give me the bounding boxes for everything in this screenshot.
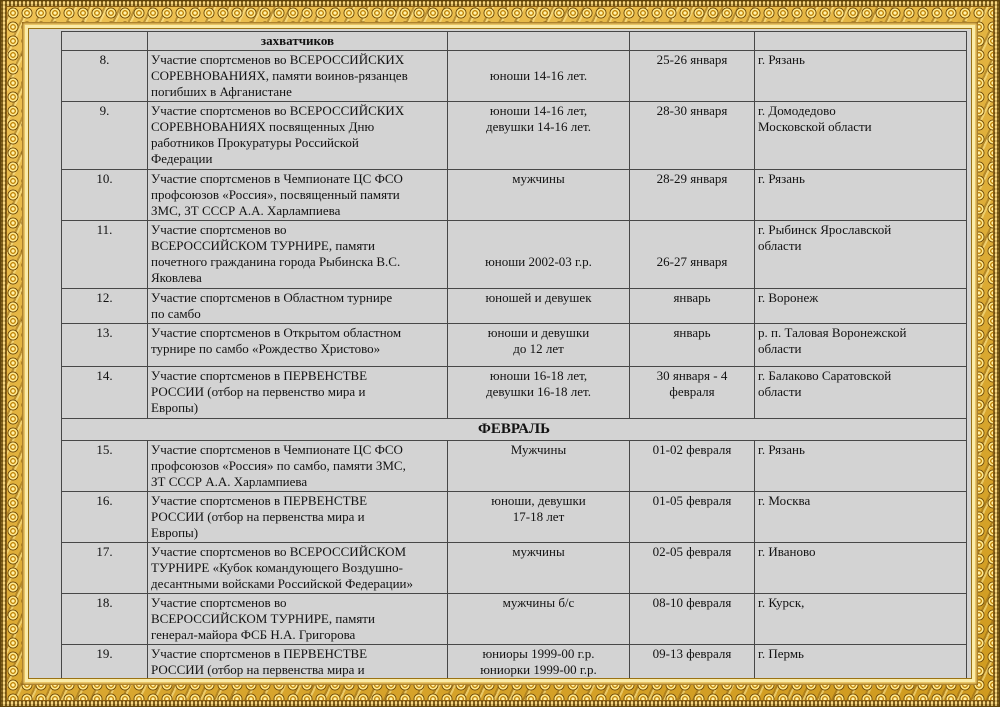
event-cell-line: Участие спортсменов в ПЕРВЕНСТВЕ xyxy=(151,646,368,661)
participants-cell-line: юниорки 1999-00 г.р. xyxy=(480,662,597,677)
event-cell xyxy=(148,492,448,543)
row-number-cell: 19. xyxy=(62,645,148,680)
dates-cell xyxy=(630,543,755,594)
row-number-cell: 15. xyxy=(62,441,148,492)
dates-cell xyxy=(630,324,755,367)
participants-cell-line: юноши 16-18 лет, xyxy=(489,368,588,383)
row-number-cell: 18. xyxy=(62,594,148,645)
dates-cell-line: 01-05 февраля xyxy=(652,493,732,508)
dates-cell-line: 08-10 февраля xyxy=(652,595,732,610)
participants-cell-line: юноши 2002-03 г.р. xyxy=(485,254,592,269)
dates-cell xyxy=(630,289,755,324)
participants-cell xyxy=(448,102,630,170)
location-cell-line: г. Рязань xyxy=(758,442,805,457)
event-cell-line: Европы) xyxy=(151,400,199,415)
participants-cell-line: до 12 лет xyxy=(513,341,564,356)
participants-cell-line: девушки 14-16 лет. xyxy=(486,119,591,134)
location-cell xyxy=(755,102,967,170)
empty-cell xyxy=(62,32,148,51)
participants-cell-line: юниоры 1999-00 г.р. xyxy=(482,646,595,661)
event-cell-line: Участие спортсменов во xyxy=(151,222,287,237)
event-cell xyxy=(148,51,448,102)
location-cell xyxy=(755,594,967,645)
location-cell-line: г. Домодедово xyxy=(758,103,836,118)
row-number-cell: 8. xyxy=(62,51,148,102)
location-cell-line: г. Пермь xyxy=(758,646,804,661)
event-cell xyxy=(148,170,448,221)
dates-cell xyxy=(630,367,755,419)
event-cell-line: ТУРНИРЕ «Кубок командующего Воздушно- xyxy=(151,560,403,575)
location-cell xyxy=(755,492,967,543)
table-row xyxy=(62,324,967,367)
event-cell-line: по самбо xyxy=(151,306,201,321)
empty-cell xyxy=(630,32,755,51)
table-row xyxy=(62,51,967,102)
month-section-header: ФЕВРАЛЬ xyxy=(62,419,967,441)
participants-cell-line: мужчины xyxy=(512,544,565,559)
participants-cell-line: юноши 14-16 лет. xyxy=(489,68,588,83)
frame-ornament-band xyxy=(6,6,994,701)
events-table xyxy=(61,31,967,679)
dates-cell-line: 30 января - 4 xyxy=(656,368,728,383)
participants-cell xyxy=(448,289,630,324)
row-number-cell: 9. xyxy=(62,102,148,170)
dates-cell-line: 28-29 января xyxy=(656,171,728,186)
event-cell-line: Участие спортсменов в Чемпионате ЦС ФСО xyxy=(151,442,403,457)
dates-cell xyxy=(630,645,755,680)
event-cell-line: работников Прокуратуры Российской xyxy=(151,135,359,150)
event-cell xyxy=(148,221,448,289)
dates-cell xyxy=(630,594,755,645)
dates-cell xyxy=(630,441,755,492)
event-cell-line: Европы) xyxy=(151,525,199,540)
location-cell xyxy=(755,441,967,492)
participants-cell-line xyxy=(451,238,626,254)
location-cell-line: г. Балаково Саратовской xyxy=(758,368,892,383)
participants-cell xyxy=(448,221,630,289)
participants-cell-line: мужчины xyxy=(512,171,565,186)
participants-cell-line: юноши, девушки xyxy=(491,493,586,508)
participants-cell xyxy=(448,367,630,419)
event-cell xyxy=(148,289,448,324)
event-cell-line: СОРЕВНОВАНИЯХ, памяти воинов-рязанцев xyxy=(151,68,408,83)
event-cell-line: Участие спортсменов во ВСЕРОССИЙСКОМ xyxy=(151,544,407,559)
location-cell xyxy=(755,367,967,419)
participants-cell-line: 17-18 лет xyxy=(512,509,565,524)
participants-cell-line xyxy=(451,222,626,238)
table-row xyxy=(62,221,967,289)
location-cell xyxy=(755,289,967,324)
event-cell xyxy=(148,594,448,645)
dates-cell-line: январь xyxy=(673,290,711,305)
event-cell xyxy=(148,367,448,419)
participants-cell-line: мужчины б/с xyxy=(502,595,575,610)
event-cell-line: погибших в Афганистане xyxy=(151,84,292,99)
location-cell xyxy=(755,221,967,289)
event-cell-line: РОССИИ (отбор на первенства мира и xyxy=(151,662,365,677)
location-cell-line: области xyxy=(758,238,802,253)
table-row xyxy=(62,102,967,170)
event-cell-line: ВСЕРОССИЙСКОМ ТУРНИРЕ, памяти xyxy=(151,611,375,626)
dates-cell xyxy=(630,51,755,102)
participants-cell xyxy=(448,51,630,102)
frame-bead-band xyxy=(1,1,999,706)
dates-cell-line: 28-30 января xyxy=(656,103,728,118)
dates-cell-line: 26-27 января xyxy=(656,254,728,269)
participants-cell-line: юношей и девушек xyxy=(485,290,592,305)
row-number-cell: 14. xyxy=(62,367,148,419)
row-number-cell: 16. xyxy=(62,492,148,543)
location-cell-line: области xyxy=(758,384,802,399)
table-row xyxy=(62,170,967,221)
event-cell xyxy=(148,102,448,170)
participants-cell-line: девушки 16-18 лет. xyxy=(486,384,591,399)
event-cell-line: ЗМС, ЗТ СССР А.А. Харлампиева xyxy=(151,203,341,218)
participants-cell xyxy=(448,441,630,492)
event-cell-line: почетного гражданина города Рыбинска В.С. xyxy=(151,254,401,269)
event-cell-line: Участие спортсменов в Чемпионате ЦС ФСО xyxy=(151,171,403,186)
location-cell-line: г. Воронеж xyxy=(758,290,819,305)
row-number-cell: 13. xyxy=(62,324,148,367)
event-cell-line: Участие спортсменов во ВСЕРОССИЙСКИХ xyxy=(151,52,405,67)
location-cell-line: Московской области xyxy=(758,119,872,134)
event-cell xyxy=(148,324,448,367)
event-cell-line: десантными войсками Российской Федерации» xyxy=(151,576,413,591)
table-row xyxy=(62,594,967,645)
month-section-row xyxy=(62,419,967,441)
location-cell-line: г. Рязань xyxy=(758,52,805,67)
participants-cell xyxy=(448,543,630,594)
table-row xyxy=(62,289,967,324)
event-cell xyxy=(148,645,448,680)
event-cell-line: Яковлева xyxy=(151,270,202,285)
location-cell xyxy=(755,51,967,102)
dates-cell-line: 01-02 февраля xyxy=(652,442,732,457)
location-cell xyxy=(755,170,967,221)
location-cell-line: г. Рязань xyxy=(758,171,805,186)
event-cell-line: Федерации xyxy=(151,151,213,166)
table-row xyxy=(62,441,967,492)
location-cell-line: г. Иваново xyxy=(758,544,816,559)
participants-cell-line: Мужчины xyxy=(510,442,567,457)
dates-cell xyxy=(630,170,755,221)
location-cell-line: г. Курск, xyxy=(758,595,805,610)
location-cell-line: области xyxy=(758,341,802,356)
event-cell-line: Участие спортсменов во xyxy=(151,595,287,610)
dates-cell xyxy=(630,221,755,289)
participants-cell-line: юноши 14-16 лет, xyxy=(489,103,588,118)
event-cell-line: Участие спортсменов в Областном турнире xyxy=(151,290,393,305)
table-row xyxy=(62,492,967,543)
location-cell-line: г. Рыбинск Ярославской xyxy=(758,222,892,237)
location-cell xyxy=(755,543,967,594)
dates-cell-line: январь xyxy=(673,325,711,340)
event-cell-line: СОРЕВНОВАНИЯХ посвященных Дню xyxy=(151,119,375,134)
participants-cell xyxy=(448,170,630,221)
event-cell xyxy=(148,441,448,492)
event-cell-line: Участие спортсменов во ВСЕРОССИЙСКИХ xyxy=(151,103,405,118)
row-number-cell: 17. xyxy=(62,543,148,594)
empty-cell xyxy=(448,32,630,51)
dates-cell-line xyxy=(633,222,751,238)
frame-cream-band xyxy=(25,25,975,682)
event-cell-line: Участие спортсменов в ПЕРВЕНСТВЕ xyxy=(151,368,368,383)
location-cell-line: г. Москва xyxy=(758,493,811,508)
location-cell xyxy=(755,324,967,367)
location-cell xyxy=(755,645,967,680)
event-cell-line: Участие спортсменов в ПЕРВЕНСТВЕ xyxy=(151,493,368,508)
row-number-cell: 10. xyxy=(62,170,148,221)
continuation-header-cell: захватчиков xyxy=(148,32,448,51)
event-cell xyxy=(148,543,448,594)
participants-cell xyxy=(448,594,630,645)
event-cell-line: ЗТ СССР А.А. Харлампиева xyxy=(151,474,308,489)
frame-inner-gold-band xyxy=(22,22,978,685)
participants-cell-line: юноши и девушки xyxy=(487,325,590,340)
event-cell-line: профсоюзов «Россия», посвященный памяти xyxy=(151,187,400,202)
participants-cell xyxy=(448,324,630,367)
participants-cell xyxy=(448,645,630,680)
participants-cell-line xyxy=(451,52,626,68)
dates-cell-line: 02-05 февраля xyxy=(652,544,732,559)
document-page xyxy=(28,28,972,679)
dates-cell-line: 09-13 февраля xyxy=(652,646,732,661)
participants-cell xyxy=(448,492,630,543)
event-cell-line: ВСЕРОССИЙСКОМ ТУРНИРЕ, памяти xyxy=(151,238,375,253)
table-row xyxy=(62,645,967,680)
dates-cell-line: февраля xyxy=(669,384,715,399)
event-cell-line: профсоюзов «Россия» по самбо, памяти ЗМС, xyxy=(151,458,406,473)
dates-cell xyxy=(630,492,755,543)
row-number-cell: 11. xyxy=(62,221,148,289)
location-cell-line: р. п. Таловая Воронежской xyxy=(758,325,907,340)
dates-cell xyxy=(630,102,755,170)
continuation-header-row xyxy=(62,32,967,51)
event-cell-line: Участие спортсменов в Открытом областном xyxy=(151,325,402,340)
empty-cell xyxy=(755,32,967,51)
row-number-cell: 12. xyxy=(62,289,148,324)
table-row xyxy=(62,367,967,419)
dates-cell-line xyxy=(633,238,751,254)
dates-cell-line: 25-26 января xyxy=(656,52,728,67)
table-row xyxy=(62,543,967,594)
event-cell-line: РОССИИ (отбор на первенство мира и xyxy=(151,384,366,399)
event-cell-line: генерал-майора ФСБ Н.А. Григорова xyxy=(151,627,356,642)
event-cell-line: турнире по самбо «Рождество Христово» xyxy=(151,341,381,356)
event-cell-line: РОССИИ (отбор на первенства мира и xyxy=(151,509,365,524)
